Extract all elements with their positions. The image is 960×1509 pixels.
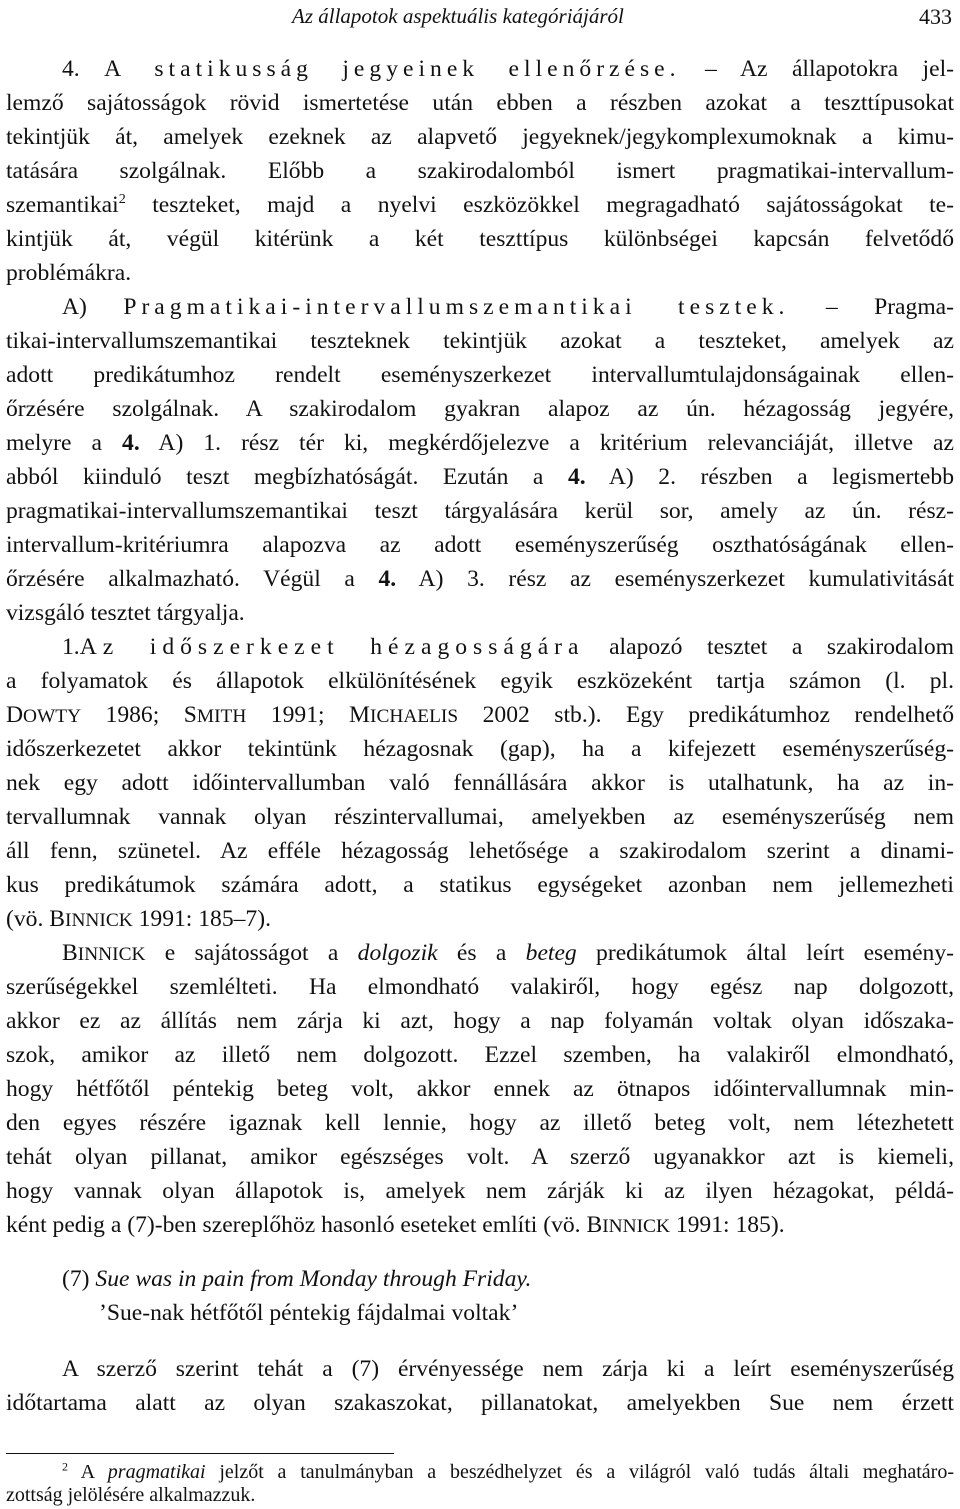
page-number: 433 [919, 4, 952, 29]
text-fragment: 1991: 185). [669, 1212, 785, 1238]
running-header-title: Az állapotok aspektuális kategóriájáról [292, 4, 624, 28]
subsection-title: Pragmatikai-intervallumszemantikai tesztek. [123, 294, 790, 320]
text-line: vizsgáló tesztet tárgyalja. [6, 600, 245, 626]
text-line [6, 698, 954, 732]
section-title: A statikusság jegyeinek ellenőrzése. [104, 56, 681, 82]
text-line [6, 1208, 954, 1242]
text-line: problémákra. [6, 260, 132, 286]
cross-reference: 4. [567, 464, 586, 490]
text-fragment: szemantikai [6, 192, 119, 218]
text-fragment: A) 2. [585, 464, 701, 490]
text-fragment: részben a legismertebb [700, 464, 954, 490]
text-line: akkor ez az állítás nem zárja ki azt, hogy a nap folyamán voltak olyan időszaka- [6, 1008, 954, 1034]
text-line: A szerző szerint tehát a (7) érvényessége nem zárja ki a leírt eseményszerűség [62, 1356, 954, 1382]
text-line: őrzésére szolgálnak. A szakirodalom gyakran alapoz az ún. hézagosság jegyére, [6, 396, 954, 422]
italic-term: beteg [525, 940, 577, 966]
author-name: SMITH [183, 702, 247, 728]
author-name: MICHAELIS [349, 702, 459, 728]
text-fragment: rész az eseményszerkezet kumulativitását [508, 566, 955, 592]
text-fragment: 2002 stb.). Egy predikátumhoz rendelhető [458, 702, 954, 728]
text-fragment: ként pedig a (7)-ben szereplőhöz hasonló eseteket említi (vö. [6, 1212, 587, 1238]
footnote-line: zottság jelölésére alkalmazzuk. [6, 1484, 256, 1506]
text-fragment: alapozó tesztet a szakirodalom [609, 634, 954, 660]
text-fragment: e sajátosságot a [164, 940, 358, 966]
subsection-label: A) [62, 294, 87, 320]
italic-term: dolgozik [357, 940, 438, 966]
text-line [6, 426, 954, 460]
text-fragment: jelzőt a tanulmányban a beszédhelyzet és a világról való tudás általi meghatáro- [205, 1461, 954, 1483]
text-line [6, 936, 954, 970]
text-fragment: teszteket, majd a nyelvi eszközökkel megragadható sajátosságokat te- [152, 192, 954, 218]
text-line: időszerkezetet akkor tekintünk hézagosnak (gap), ha a kifejezett eseményszerűség- [6, 736, 954, 762]
text-line [6, 460, 954, 494]
cross-reference: 4. [378, 566, 397, 592]
text-line: den egyes részére igaznak kell lennie, hogy az illető beteg volt, nem létezhetett [6, 1110, 954, 1136]
cross-reference: 4. [122, 430, 140, 456]
text-line: hogy hétfőtől péntekig beteg volt, akkor ennek az ötnapos időintervallumnak min- [6, 1076, 954, 1102]
section-heading-line [6, 52, 954, 86]
text-line: tehát olyan pillanat, amikor egészséges volt. A szerző ugyanakkor azt is kiemeli, [6, 1144, 954, 1170]
example-translation: ’Sue-nak hétfőtől péntekig fájdalmai voltak’ [99, 1300, 519, 1326]
text-line [6, 562, 954, 596]
author-name: BINNICK [62, 940, 146, 966]
author-name: DOWTY [6, 702, 82, 728]
example-sentence: Sue was in pain from Monday through Friday. [95, 1266, 532, 1292]
text-line: tekintjük át, amelyek ezeknek az alapvető jegyeknek/jegykomplexumoknak a kimu- [6, 124, 954, 150]
text-line: tatására szolgálnak. Előbb a szakirodalomból ismert pragmatikai-intervallum- [6, 158, 954, 184]
example-line [6, 1262, 954, 1296]
text-line: kintjük át, végül kitérünk a két teszttípus különbségei kapcsán felvetődő [6, 226, 954, 252]
item-number: 1. [62, 634, 80, 660]
text-fragment: (vö. [6, 906, 50, 932]
text-fragment: 1991: 185–7). [132, 906, 271, 932]
text-line: lemző sajátosságok rövid ismertetése után ebben a részben azokat a teszttípusokat [6, 90, 954, 116]
text-line: szok, amikor az illető nem dolgozott. Ezzel szemben, ha valakiről elmondható, [6, 1042, 954, 1068]
text-fragment: 1991; [246, 702, 350, 728]
text-line: tervallumnak vannak olyan részintervallumai, amelyekben az eseményszerűség nem [6, 804, 954, 830]
section-number: 4. [62, 56, 80, 82]
text-line: a folyamatok és állapotok elkülönítésének egyik eszközeként tartja számon (l. pl. [6, 668, 954, 694]
italic-term: pragmatikai [107, 1461, 206, 1483]
subsection-heading-line [6, 290, 954, 324]
text-fragment: őrzésére alkalmazható. Végül a [6, 566, 379, 592]
section-lead-in: – Az állapotokra jel- [680, 56, 954, 82]
footnote-separator [6, 1453, 394, 1454]
text-line: adott predikátumhoz rendelt eseményszerkezet intervallumtulajdonságainak ellen- [6, 362, 954, 388]
text-fragment: abból kiinduló teszt megbízhatóságát. Ezután a [6, 464, 568, 490]
text-fragment: 1986; [81, 702, 184, 728]
text-fragment: A) 1. [139, 430, 242, 456]
text-fragment: rész tér ki, megkérdőjelezve a kritérium relevanciáját, illetve az [241, 430, 955, 456]
text-line: hogy vannak olyan állapotok is, amelyek nem zárják ki az ilyen hézagokat, példá- [6, 1178, 954, 1204]
subsection-lead: – Pragma- [789, 294, 954, 320]
author-name: BINNICK [49, 906, 133, 932]
text-fragment: és a [437, 940, 526, 966]
text-line: intervallum-kritériumra alapozva az adott eseményszerűség oszthatóságának ellen- [6, 532, 954, 558]
text-line: időtartama alatt az olyan szakaszokat, pillanatokat, amelyekben Sue nem érzett [6, 1390, 954, 1416]
text-fragment: A [68, 1461, 108, 1483]
text-fragment: melyre a [6, 430, 123, 456]
example-number: (7) [62, 1266, 90, 1292]
item-title: Az időszerkezet hézagosságára [79, 634, 585, 660]
author-name: BINNICK [586, 1212, 670, 1238]
text-line: tikai-intervallumszemantikai teszteknek tekintjük azokat a teszteket, amelyek az [6, 328, 954, 354]
text-line: kus predikátumok számára adott, a statikus egységeket azonban nem jellemezheti [6, 872, 954, 898]
text-fragment: predikátumok által leírt esemény- [576, 940, 954, 966]
footnote-number: 2 [62, 1459, 68, 1474]
text-fragment: A) 3. [396, 566, 509, 592]
text-line: szerűségekkel szemlélteti. Ha elmondható valakiről, hogy egész nap dolgozott, [6, 974, 954, 1000]
item-heading-line [6, 630, 954, 664]
text-line: áll fenn, szünetel. Az efféle hézagosság lehetősége a szakirodalom szerint a dinami- [6, 838, 954, 864]
text-line: nek egy adott időintervallumban való fennállására akkor is utalhatunk, ha az in- [6, 770, 954, 796]
footnote-marker: 2 [118, 191, 126, 208]
text-line [6, 902, 954, 936]
text-line [6, 188, 954, 222]
text-line: pragmatikai-intervallumszemantikai teszt tárgyalására kerül sor, amely az ún. rész- [6, 498, 954, 524]
